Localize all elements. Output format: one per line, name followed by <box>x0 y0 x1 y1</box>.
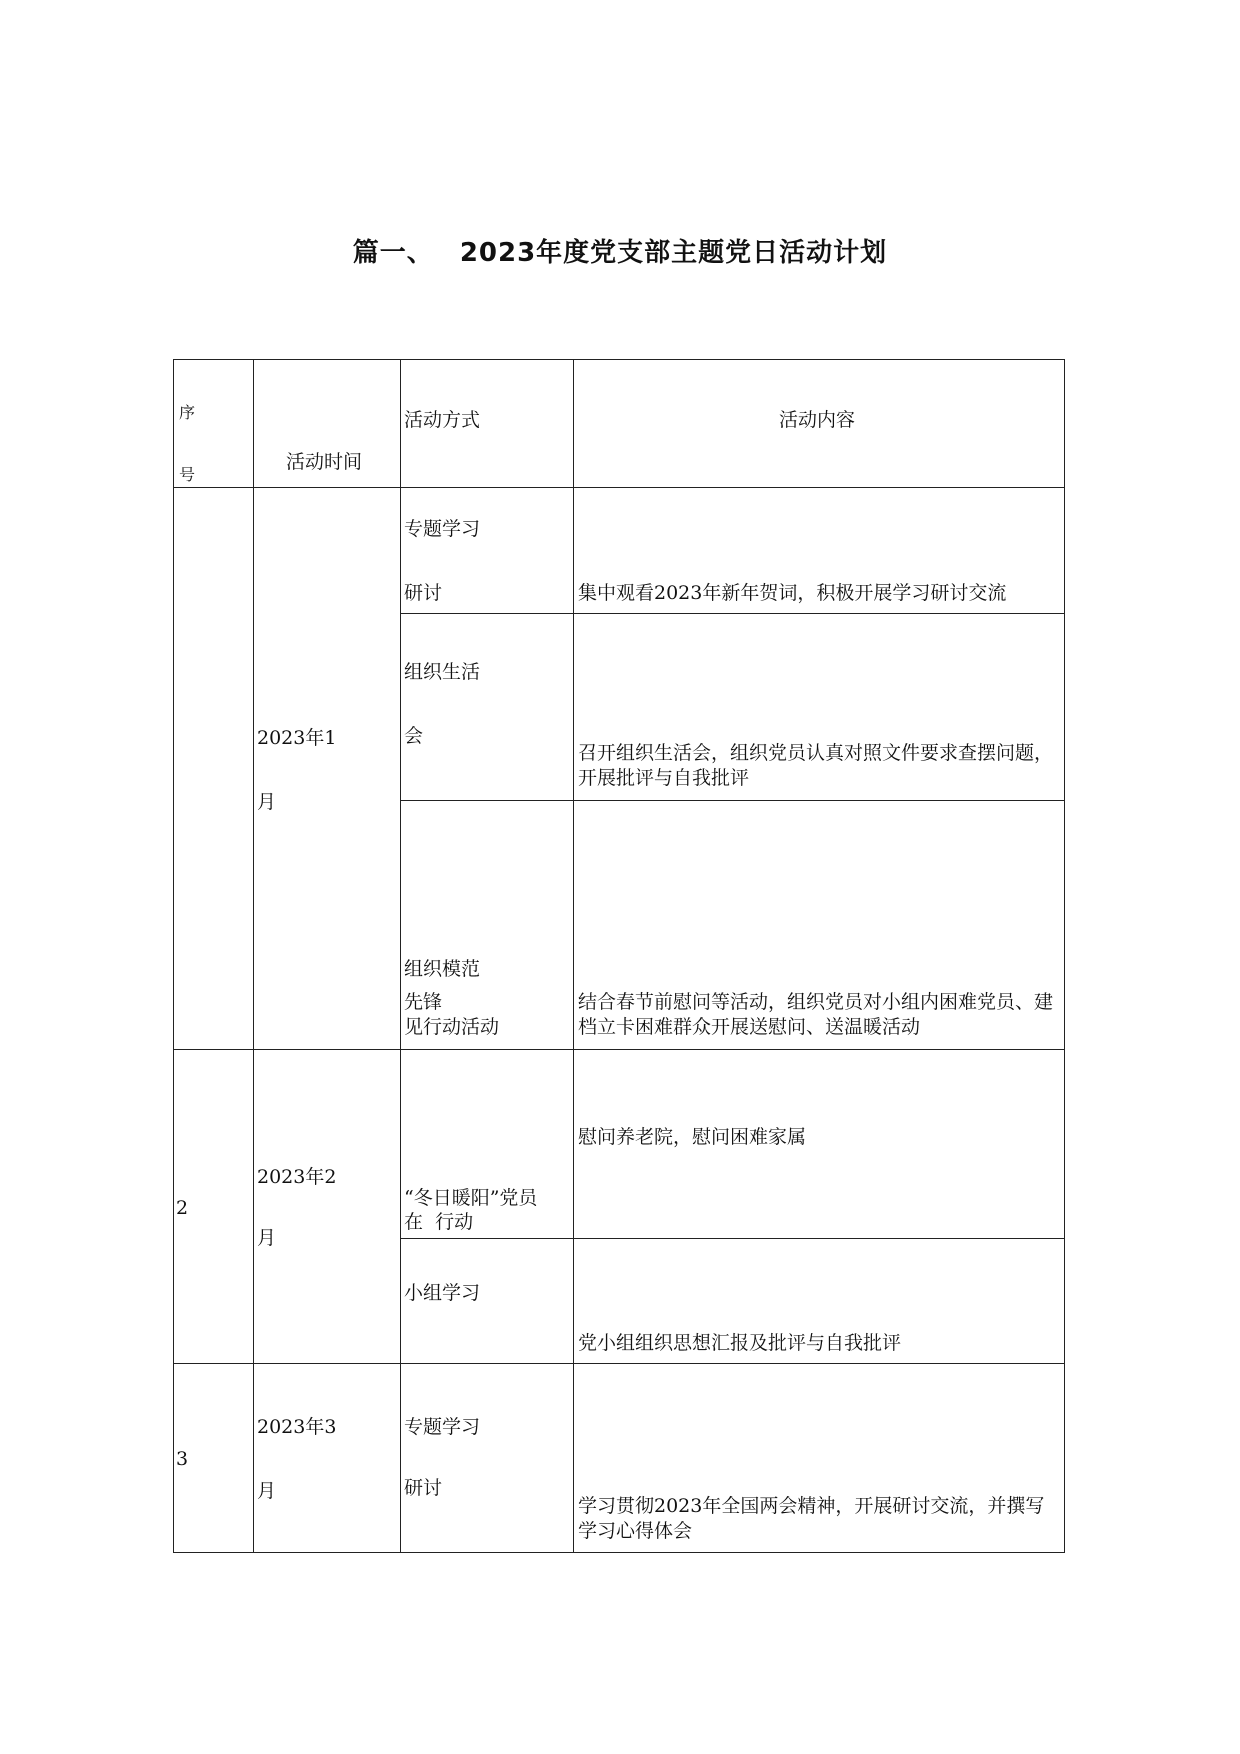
header-index <box>174 360 254 488</box>
content-text: 学习贯彻2023年全国两会精神，开展研讨交流，并撰写学习心得体会 <box>578 1495 1045 1542</box>
method-line: 组织模范 <box>404 958 481 980</box>
content-text: 慰问养老院，慰问困难家属 <box>578 1126 807 1148</box>
method-line: 研讨 <box>404 1477 443 1499</box>
row-index-value: 3 <box>176 1448 189 1470</box>
table-row <box>174 1364 1065 1553</box>
method-line: 见行动活动 <box>404 1016 500 1038</box>
page-title <box>0 232 1240 269</box>
method-line: 专题学习 <box>404 518 481 540</box>
time-line1: 2023年3 <box>257 1416 337 1438</box>
row-time-2 <box>254 1050 401 1364</box>
header-method-label: 活动方式 <box>404 409 481 431</box>
method-line: 会 <box>404 725 424 747</box>
method-line: 在 行动 <box>404 1211 474 1233</box>
method-line: 研讨 <box>404 582 443 604</box>
activity-plan-table <box>173 359 1065 1553</box>
content-cell <box>574 1239 1065 1364</box>
time-line1: 2023年2 <box>257 1166 337 1188</box>
header-time-label: 活动时间 <box>286 451 363 473</box>
row-index-1 <box>174 488 254 1050</box>
content-cell <box>574 614 1065 801</box>
header-index-top: 序 <box>179 403 196 422</box>
method-cell <box>401 1239 574 1364</box>
content-text: 党小组组织思想汇报及批评与自我批评 <box>578 1332 902 1354</box>
content-text: 结合春节前慰问等活动，组织党员对小组内困难党员、建档立卡困难群众开展送慰问、送温暖活动 <box>578 991 1054 1038</box>
table-row <box>174 488 1065 614</box>
row-index-3 <box>174 1364 254 1553</box>
content-cell <box>574 1050 1065 1239</box>
heading-title: 2023年度党支部主题党日活动计划 <box>459 238 888 268</box>
row-index-value: 2 <box>176 1197 189 1219</box>
method-line: 组织生活 <box>404 661 481 683</box>
header-content-label: 活动内容 <box>779 409 856 431</box>
time-line2: 月 <box>257 1227 277 1249</box>
time-line1: 2023年1 <box>257 727 337 749</box>
table-header-row <box>174 360 1065 488</box>
content-cell <box>574 1364 1065 1553</box>
table-row <box>174 1050 1065 1239</box>
method-line: 小组学习 <box>404 1282 481 1304</box>
content-text: 召开组织生活会，组织党员认真对照文件要求查摆问题，开展批评与自我批评 <box>578 742 1054 789</box>
content-cell <box>574 801 1065 1050</box>
heading-prefix: 篇一、 <box>352 238 434 268</box>
method-cell <box>401 614 574 801</box>
method-line: 专题学习 <box>404 1416 481 1438</box>
method-cell <box>401 801 574 1050</box>
header-content <box>574 360 1065 488</box>
method-line: 先锋 <box>404 991 443 1013</box>
content-text: 集中观看2023年新年贺词，积极开展学习研讨交流 <box>578 582 1007 604</box>
method-cell <box>401 1364 574 1553</box>
method-line: “冬日暖阳”党员 <box>404 1187 538 1209</box>
method-cell <box>401 1050 574 1239</box>
header-time <box>254 360 401 488</box>
row-time-3 <box>254 1364 401 1553</box>
row-index-2 <box>174 1050 254 1364</box>
time-line2: 月 <box>257 791 277 813</box>
header-method <box>401 360 574 488</box>
content-cell <box>574 488 1065 614</box>
row-time-1 <box>254 488 401 1050</box>
time-line2: 月 <box>257 1480 277 1502</box>
header-index-bottom: 号 <box>179 465 196 484</box>
method-cell <box>401 488 574 614</box>
